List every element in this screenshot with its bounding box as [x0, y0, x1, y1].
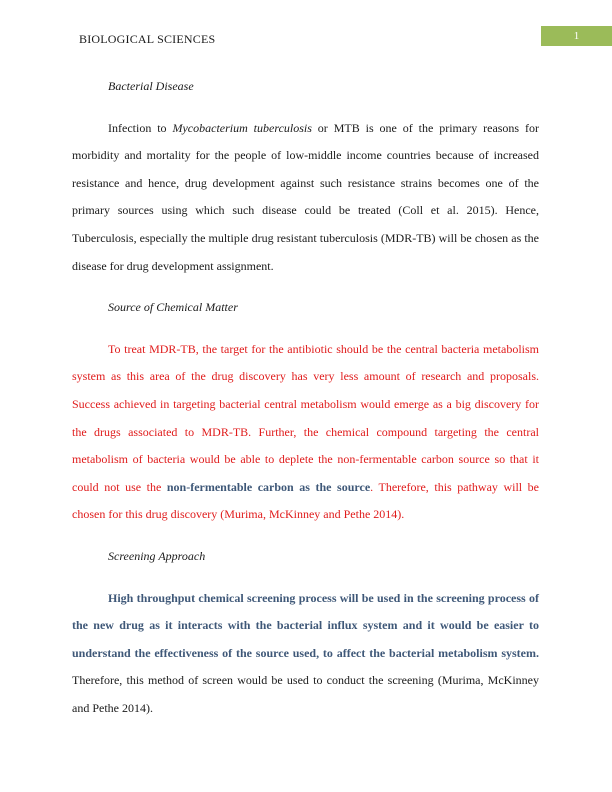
- section-heading-screening-approach: Screening Approach: [108, 548, 206, 563]
- section-heading-source-of-chemical-matter: Source of Chemical Matter: [108, 300, 238, 315]
- species-name: Mycobacterium tuberculosis: [172, 120, 312, 135]
- paragraph-bacterial-disease: [72, 115, 539, 281]
- paragraph-screening-approach: [72, 585, 539, 723]
- page-number: 1: [541, 26, 612, 46]
- highlighted-text-red: To treat MDR-TB, the target for the antibiotic should be the central bacteria metabolism system as this area of the drug discovery has very less amount of research and proposals. Success achieved in targeting bacterial central metabolism would emerge as a big discovery for the drugs associated to MDR-TB. Further, the chemical compound targeting the central metabolism of bacteria would be able to deplete the non-fermentable carbon source so that it could not use the: [72, 341, 539, 494]
- highlighted-text-red: . Therefore, this pathway will be chosen for this drug discovery (Murima, McKinney and Pethe 2014).: [72, 479, 539, 522]
- section-heading-bacterial-disease: Bacterial Disease: [108, 79, 194, 93]
- running-head: BIOLOGICAL SCIENCES: [79, 32, 216, 46]
- highlighted-text-blue: non-fermentable carbon as the source: [161, 479, 371, 494]
- text-run: or MTB is one of the primary reasons for morbidity and mortality for the people of low-middle income countries because of increased resistance and hence, drug development against such resistance strains becomes one of the primary sources using which such disease could be treated (Coll et al. 2015). Hence, Tuberculosis, especially the multiple drug resistant tuberculosis (MDR-TB) will be chosen as the disease for drug development assignment.: [72, 120, 540, 273]
- document-body: [72, 73, 539, 736]
- paragraph-source-of-chemical-matter: [72, 336, 539, 529]
- text-run: Therefore, this method of screen would be used to conduct the screening (Murima, McKinney and Pethe 2014).: [72, 673, 539, 715]
- text-run: Infection to: [108, 120, 173, 135]
- highlighted-text-blue: High throughput chemical screening process will be used in the screening process of the new drug as it interacts with the bacterial influx system and it would be easier to understand the effectiveness of the source used, to affect the bacterial metabolism system.: [72, 590, 539, 660]
